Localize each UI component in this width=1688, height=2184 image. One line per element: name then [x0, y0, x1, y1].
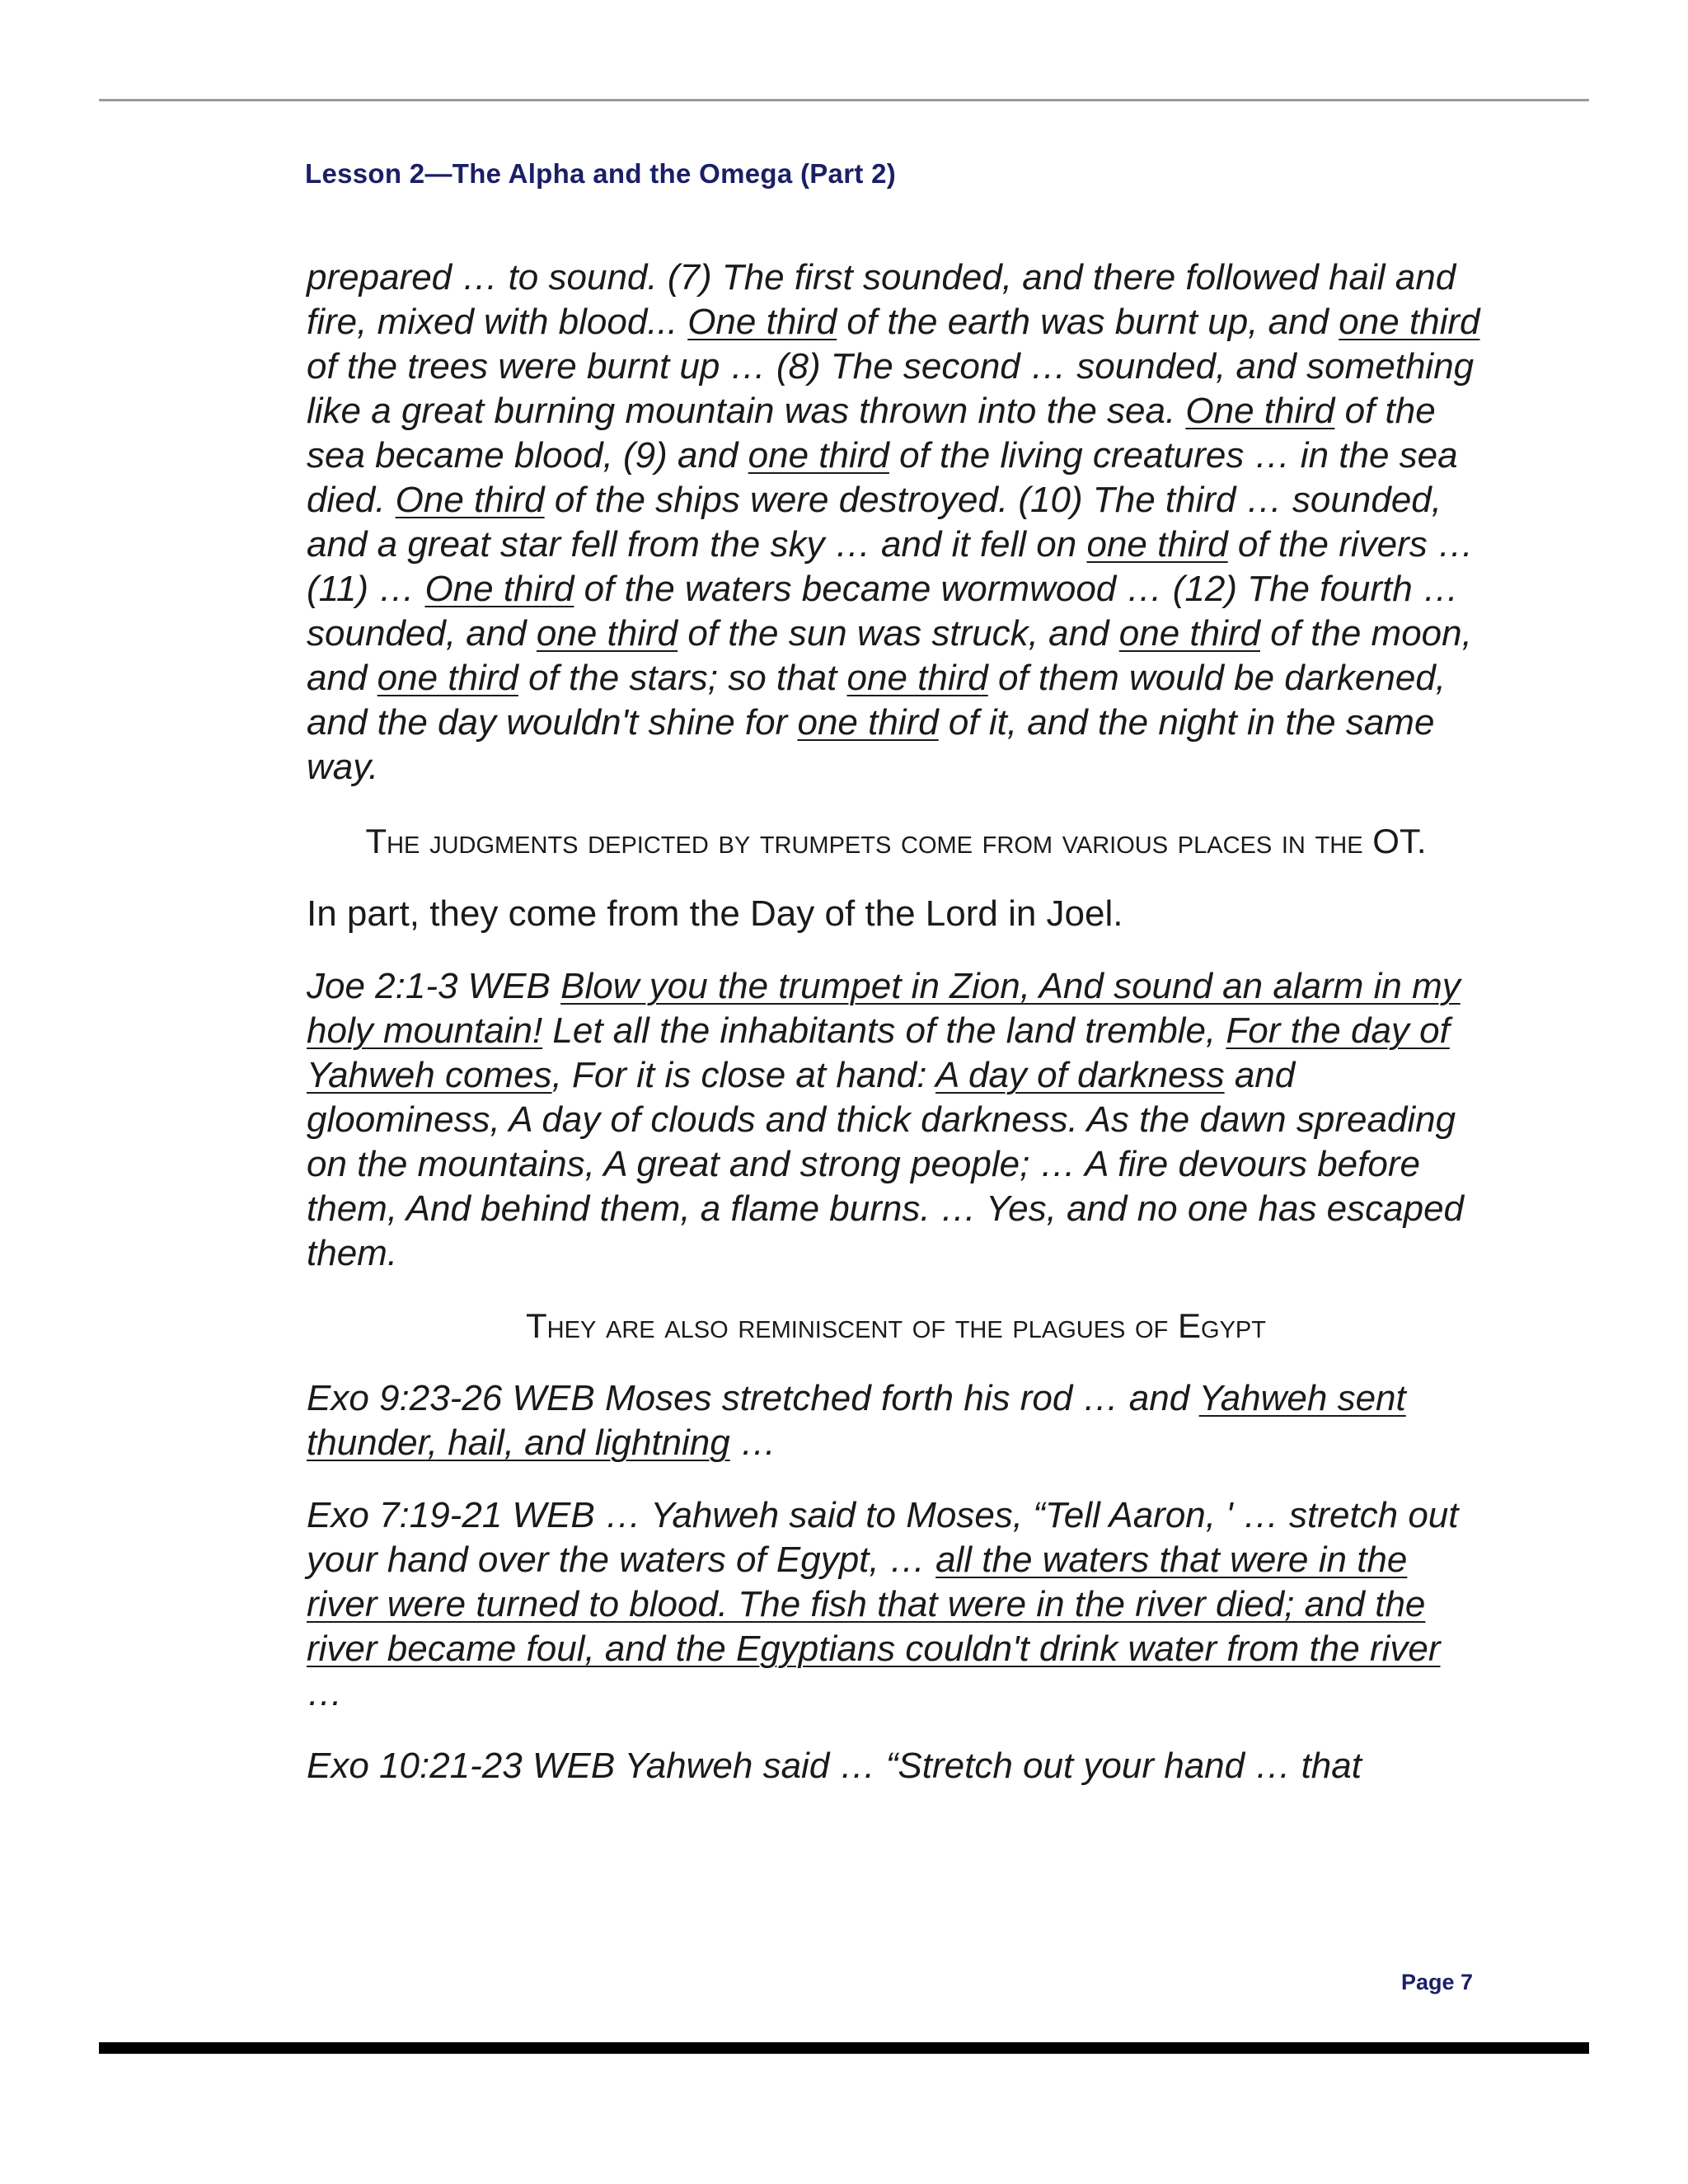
text-span: … [729, 1422, 776, 1463]
header-rule [99, 99, 1589, 101]
page-body [307, 255, 1485, 1788]
page-number: Page 7 [1401, 1970, 1474, 1994]
text-span: … [307, 1673, 343, 1713]
text-span: Let all the inhabitants of the land tremble, [542, 1010, 1226, 1051]
verse-reference: Joe 2:1-3 WEB [307, 966, 561, 1006]
underlined-text: one third [377, 658, 518, 698]
underlined-text: one third [1339, 302, 1480, 342]
underlined-text: One third [395, 480, 545, 520]
underlined-text: one third [536, 613, 678, 654]
text-span: of them would be darkened, and the day wouldn't shine for [307, 658, 1447, 743]
text-span: of the sun was struck, and [678, 613, 1119, 654]
text-span: of the earth was burnt up, and [837, 302, 1339, 342]
text-span: of the waters became wormwood … (12) The fourth … sounded, and [307, 569, 1459, 654]
underlined-text: Yahweh sent thunder, hail, and lightning [307, 1378, 1406, 1463]
revelation-passage [307, 255, 1485, 790]
underlined-text: one third [1118, 613, 1260, 654]
text-span: Exo 9:23-26 WEB Moses stretched forth his rod … and [307, 1378, 1199, 1418]
text-span: of the trees were burnt up … (8) The second … sounded, and something like a great burning mountain was thrown into the sea. [307, 346, 1475, 431]
underlined-text: Blow you the trumpet in Zion, And sound an alarm in my holy mountain! [307, 966, 1461, 1051]
underlined-text: all the waters that were in the river were turned to blood. The fish that were in the river died; and the river became foul, and the Egyptians couldn't drink water from the river [307, 1540, 1441, 1669]
text-span: of the moon, and [307, 613, 1472, 698]
joel-passage [307, 964, 1485, 1276]
underlined-text: one third [846, 658, 988, 698]
text-span: of the rivers … (11) … [307, 524, 1474, 609]
text-span: and gloominess, A day of clouds and thick darkness. As the dawn spreading on the mountains, A great and strong people; … A fire devours before them, And behind them, a flame burns. … Yes, and no one has escaped them. [307, 1055, 1465, 1273]
text-span: prepared … to sound. (7) The first sounded, and there followed hail and fire, mixed with blood... [307, 257, 1456, 342]
underlined-text: For the day of Yahweh comes [307, 1010, 1450, 1095]
underlined-text: One third [424, 569, 574, 609]
exodus-9-passage [307, 1376, 1485, 1465]
text-span: of the stars; so that [518, 658, 847, 698]
underlined-text: One third [1185, 391, 1335, 431]
underlined-text: one third [1086, 524, 1228, 565]
footer-rule [99, 2042, 1589, 2054]
text-span: of the living creatures … in the sea died. [307, 435, 1458, 520]
section-heading-trumpets: The judgments depicted by trumpets come from various places in the OT. [365, 822, 1427, 860]
exodus-10-passage: Exo 10:21-23 WEB Yahweh said … “Stretch out your hand … that [307, 1746, 1362, 1786]
text-span: , For it is close at hand: [551, 1055, 936, 1095]
section-heading-plagues: They are also reminiscent of the plagues of Egypt [526, 1306, 1266, 1345]
underlined-text: one third [748, 435, 889, 476]
underlined-text: A day of darkness [935, 1055, 1225, 1095]
text-span: of the ships were destroyed. (10) The third … sounded, and a great star fell from the sky … and it fell on [307, 480, 1442, 565]
exodus-7-passage [307, 1493, 1485, 1716]
text-span: of it, and the night in the same way. [307, 702, 1435, 787]
underlined-text: One third [687, 302, 837, 342]
underlined-text: one third [797, 702, 939, 743]
joel-intro-paragraph: In part, they come from the Day of the Lord in Joel. [307, 893, 1123, 934]
text-span: of the sea became blood, (9) and [307, 391, 1436, 476]
page-header-title: Lesson 2—The Alpha and the Omega (Part 2) [305, 158, 897, 189]
text-span: Exo 7:19-21 WEB … Yahweh said to Moses, “Tell Aaron, ' … stretch out your hand over the waters of Egypt, … [307, 1495, 1459, 1580]
